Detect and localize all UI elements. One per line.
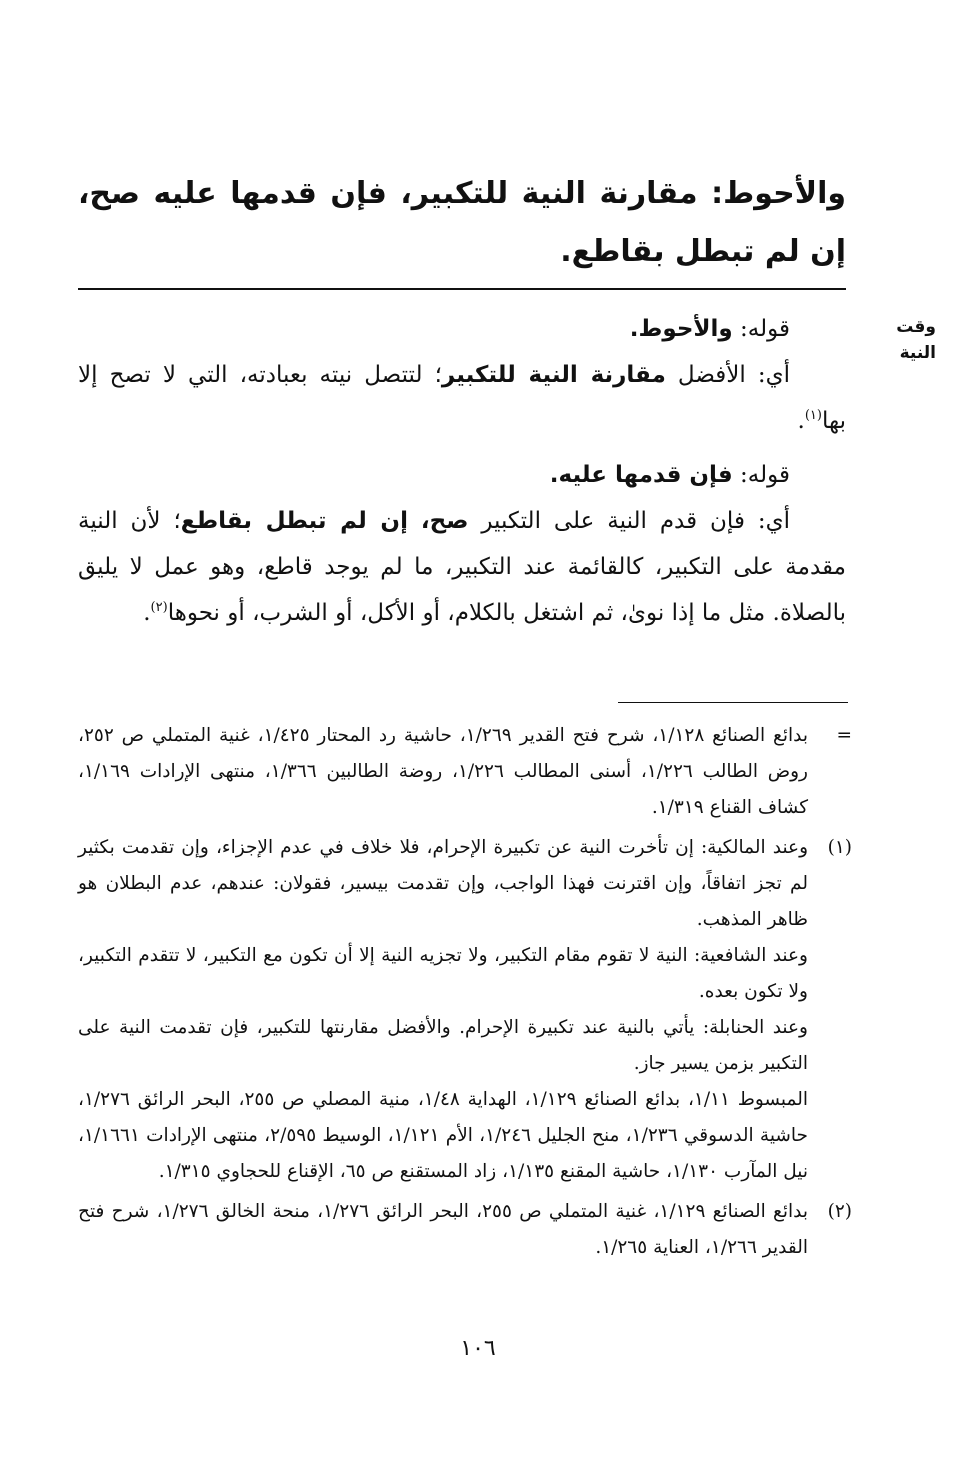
footnote-2: (٢) بدائع الصنائع ١/١٢٩، غنية المتملي ص ٢٥٥، البحر الرائق ١/٢٧٦، منحة الخالق ١/٢٧٦، شرح فتح القدير ١/٢٦٦، العناية ١/٢٦٥. — [78, 1194, 856, 1266]
quote-line-2: قوله: فإن قدمها عليه. — [549, 462, 790, 488]
footnotes — [78, 718, 856, 1270]
explanation-2: أي: فإن قدم النية على التكبير صح، إن لم تبطل بقاطع؛ لأن النية مقدمة على التكبير، كالقائمة عند التكبير، ما لم يوجد قاطع، وهو عمل لا يليق بالصلاة. مثل ما إذا نوىٰ، ثم اشتغل بالكلام، أو الأكل، أو الشرب، أو نحوها$^{(٢)}$. — [78, 508, 846, 626]
matn-divider — [78, 288, 846, 290]
footnote-1-marker: (١) — [827, 837, 852, 858]
quote-2: فإن قدمها عليه. — [549, 462, 733, 488]
quote-line-1: قوله: والأحوط. — [629, 316, 790, 342]
footnote-ref-2[interactable]: (٢) — [150, 600, 168, 615]
commentary — [78, 306, 846, 636]
page-number: ١٠٦ — [460, 1336, 496, 1361]
quote-1: والأحوط. — [629, 316, 733, 342]
explanation-1: أي: الأفضل مقارنة النية للتكبير؛ لتتصل نيته بعبادته، التي لا تصح إلا بها$^{(١)}$. — [78, 362, 846, 434]
footnote-continuation: = بدائع الصنائع ١/١٢٨، شرح فتح القدير ١/٢٦٩، حاشية رد المحتار ١/٤٢٥، غنية المتملي ص ٢٥٢، روض الطالب ١/٢٢٦، أسنى المطالب ١/٢٢٦، روضة الطالبين ١/٣٦٦، منتهى الإرادات ١/١٦٩، كشاف القناع ١/٣١٩. — [78, 725, 852, 818]
matn-label: والأحوط: — [711, 176, 846, 211]
footnote-1: (١) وعند المالكية: إن تأخرت النية عن تكبيرة الإحرام، فلا خلاف في عدم الإجزاء، وإن تقدمت بكثير لم تجز اتفاقاً، وإن اقترنت فهذا الواجب، وإن تقدمت بيسير، فقولان: عندهم، عدم البطلان هو ظاهر المذهب. وعند الشافعية: النية لا تقوم مقام التكبير، ولا تجزيه النية إلا أن تكون مع التكبير، لا تتقدم التكبير، ولا تكون بعده. وعند الحنابلة: يأتي بالنية عند تكبيرة الإحرام. والأفضل مقارنتها للتكبير، فإن تقدمت النية على التكبير بزمن يسير جاز. المبسوط ١/١١، بدائع الصنائع ١/١٢٩، الهداية ١/٤٨، منية المصلي ص ٢٥٥، البحر الرائق ١/٢٧٦، حاشية الدسوقي ١/٢٣٦، منح الجليل ١/٢٤٦، الأم ١/١٢١، الوسيط ٢/٥٩٥، منتهى الإرادات ١/١٦٦١، نيل المآرب ١/١٣٠، حاشية المقنع ١/١٣٥، زاد المستقنع ص ٦٥، الإقناع للحجاوي ١/٣١٥. — [78, 830, 856, 1190]
footnote-2-marker: (٢) — [827, 1201, 852, 1222]
footnote-ref-1[interactable]: (١) — [804, 408, 822, 423]
matn-text — [78, 165, 846, 281]
footnote-divider — [618, 702, 848, 703]
margin-note: وقت النية — [896, 317, 936, 363]
matn-body: مقارنة النية للتكبير، فإن قدمها عليه صح، إن لم تبطل بقاطع. — [78, 176, 846, 269]
